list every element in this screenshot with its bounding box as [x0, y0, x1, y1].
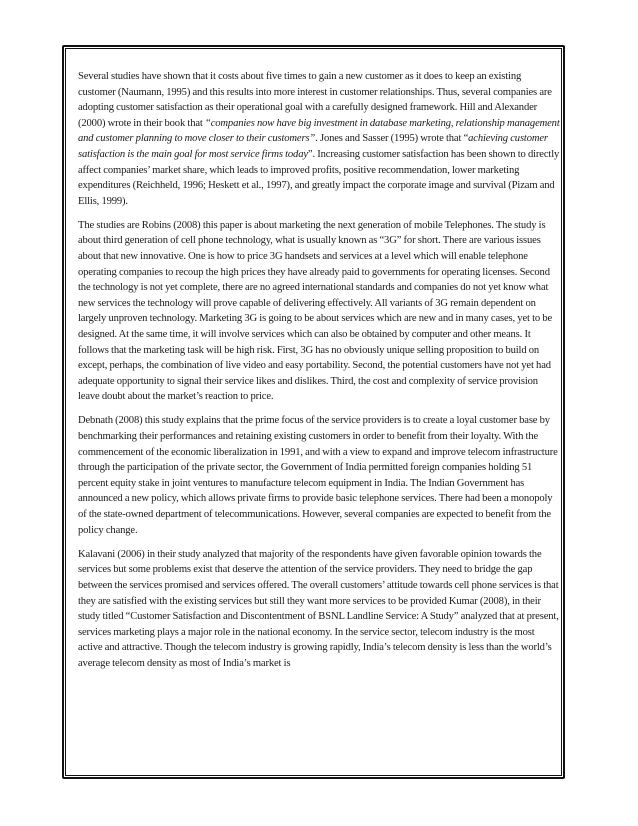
italic-quote-hill-alexander: “companies now have big investment in database marketing, relationship management and customer planning to move closer to their customers”	[78, 117, 560, 145]
paragraph-customer-satisfaction	[78, 69, 560, 209]
text-run: Several studies have shown that it costs about five times to gain a new customer as it does to keep an existing customer (Naumann, 1995) and this results into more interest in customer relationships. Thus, several companies are adopting customer satisfaction as their operational goal with a carefully designed framework. Hill and Alexander (2000) wrote in their book that	[78, 71, 552, 129]
paragraph-kalavani	[78, 547, 560, 672]
text-run: Kalavani (2006) in their study analyzed that majority of the respondents have given favorable opinion towards the services but some problems exist that deserve the attention of the service providers. They need to bridge the gap between the services promised and services offered. The overall customers’ attitude towards cell phone services is that they are satisfied with the existing services but still they want more services to be provided Kumar (2008), in their study titled “Customer Satisfaction and Discontentment of BSNL Landline Service: A Study” analyzed that at present, services marketing plays a major role in the national economy. In the service sector, telecom industry is the most active and attractive. Though the telecom industry is growing rapidly, India’s telecom density is less than the world’s average telecom density as most of India’s market is	[78, 548, 559, 669]
text-run: The studies are Robins (2008) this paper is about marketing the next generation of mobile Telephones. The study is about third generation of cell phone technology, what is usually known as “3G” for short. There are various issues about that new innovative. One is how to price 3G handsets and services at a level which will enable telephone operating companies to recoup the high prices they have already paid to governments for operating licenses. Second the technology is not yet complete, there are no agreed international standards and companies do not yet know what new services the technology will prove capable of delivering effectively. All variants of 3G remain dependent on largely unproven technology. Marketing 3G is going to be about services which are new and in many cases, yet to be designed. At the same time, it will involve services which can also be obtained by computer and other means. It follows that the marketing task will be high risk. First, 3G has no obviously unique selling proposition to build on except, perhaps, the combination of live video and easy portability. Second, the potential customers have not yet had adequate opportunity to signal their service likes and dislikes. Third, the cost and complexity of service provision leave doubt about the market’s reaction to price.	[78, 219, 553, 403]
paragraph-robins-3g	[78, 218, 560, 405]
document-body	[78, 69, 560, 680]
paragraph-debnath	[78, 413, 560, 538]
italic-quote-jones-sasser: achieving customer satisfaction is the main goal for most service firms today	[78, 133, 548, 160]
text-run: . Jones and Sasser (1995) wrote that “	[315, 133, 469, 145]
text-run: Debnath (2008) this study explains that the prime focus of the service providers is to create a loyal customer base by benchmarking their performances and retaining existing customers in order to benefit from their loyalty. With the commencement of the economic liberalization in 1991, and with a view to expand and improve telecom infrastructure through the participation of the private sector, the Government of India permitted foreign companies holding 51 percent equity stake in joint ventures to manufacture telecom equipment in India. The Indian Government has announced a new policy, which allows private firms to provide basic telephone services. There had been a monopoly of the state-owned department of telecommunications. However, several companies are expected to benefit from the policy change.	[78, 415, 558, 536]
text-run: ”. Increasing customer satisfaction has been shown to directly affect companies’ market share, which leads to improved profits, positive recommendation, lower marketing expenditures (Reichheld, 1996; Heskett et al., 1997), and greatly impact the corporate image and survival (Pizam and Ellis, 1999).	[78, 148, 560, 207]
